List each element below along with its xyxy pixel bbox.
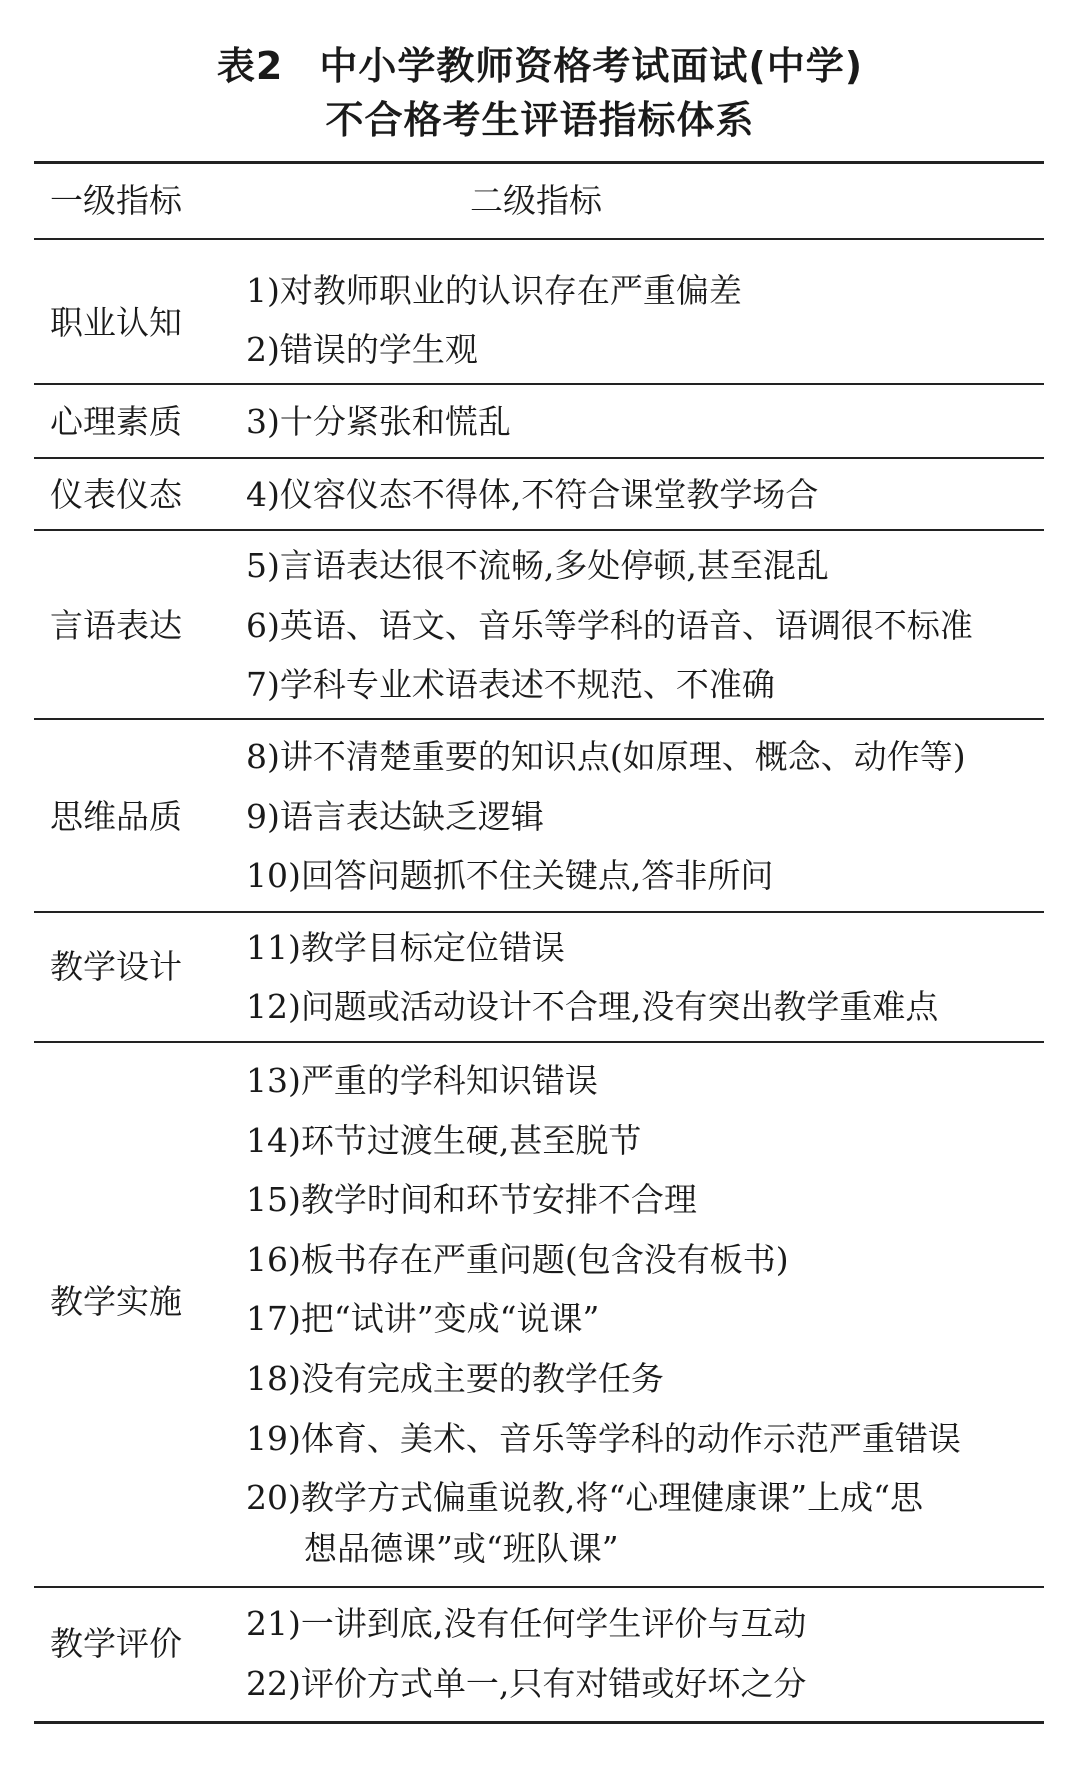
- top-rule: [34, 161, 1044, 164]
- level1-label: 教学实施: [50, 1282, 182, 1321]
- level2-item-continuation: 想品德课”或“班队课”: [304, 1529, 619, 1568]
- row-divider: [34, 457, 1044, 459]
- level2-item: 19)体育、美术、音乐等学科的动作示范严重错误: [246, 1419, 961, 1458]
- bottom-rule: [34, 1721, 1044, 1724]
- level2-item: 15)教学时间和环节安排不合理: [246, 1180, 697, 1219]
- level1-label: 思维品质: [50, 797, 182, 836]
- level2-item: 22)评价方式单一,只有对错或好坏之分: [246, 1664, 807, 1703]
- level2-item: 16)板书存在严重问题(包含没有板书): [246, 1240, 789, 1279]
- level2-item: 17)把“试讲”变成“说课”: [246, 1299, 600, 1338]
- table-title-text: 中小学教师资格考试面试(中学): [319, 44, 864, 88]
- level1-label: 言语表达: [50, 606, 182, 645]
- level2-item: 8)讲不清楚重要的知识点(如原理、概念、动作等): [246, 737, 966, 776]
- level1-label: 教学设计: [50, 947, 182, 986]
- level2-item: 2)错误的学生观: [246, 330, 478, 369]
- level2-item: 13)严重的学科知识错误: [246, 1061, 598, 1100]
- level2-item: 5)言语表达很不流畅,多处停顿,甚至混乱: [246, 546, 829, 585]
- level2-item: 9)语言表达缺乏逻辑: [246, 797, 544, 836]
- level2-item: 11)教学目标定位错误: [246, 928, 565, 967]
- level1-label: 职业认知: [50, 303, 182, 342]
- row-divider: [34, 1041, 1044, 1043]
- level2-item: 12)问题或活动设计不合理,没有突出教学重难点: [246, 987, 939, 1026]
- table-title-line-2: 不合格考生评语指标体系: [325, 98, 755, 142]
- level2-item: 20)教学方式偏重说教,将“心理健康课”上成“思: [246, 1478, 923, 1517]
- level2-item: 4)仪容仪态不得体,不符合课堂教学场合: [246, 475, 819, 514]
- row-divider: [34, 529, 1044, 531]
- table-title-line-1: [0, 40, 1080, 92]
- level2-item: 3)十分紧张和慌乱: [246, 402, 511, 441]
- header-level2: 二级指标: [470, 181, 602, 220]
- level2-item: 7)学科专业术语表述不规范、不准确: [246, 665, 775, 704]
- level2-item: 21)一讲到底,没有任何学生评价与互动: [246, 1604, 807, 1643]
- level2-item: 1)对教师职业的认识存在严重偏差: [246, 271, 742, 310]
- row-divider: [34, 718, 1044, 720]
- level1-label: 教学评价: [50, 1624, 182, 1663]
- level2-item: 10)回答问题抓不住关键点,答非所问: [246, 856, 774, 895]
- level2-item: 6)英语、语文、音乐等学科的语音、语调很不标准: [246, 606, 973, 645]
- row-divider: [34, 1586, 1044, 1588]
- level1-label: 仪表仪态: [50, 475, 182, 514]
- row-divider: [34, 911, 1044, 913]
- level2-item: 14)环节过渡生硬,甚至脱节: [246, 1121, 642, 1160]
- level2-item: 18)没有完成主要的教学任务: [246, 1359, 664, 1398]
- header-level1: 一级指标: [50, 181, 182, 220]
- table-number: 表2: [216, 44, 284, 88]
- level1-label: 心理素质: [50, 402, 182, 441]
- header-rule: [34, 238, 1044, 240]
- row-divider: [34, 383, 1044, 385]
